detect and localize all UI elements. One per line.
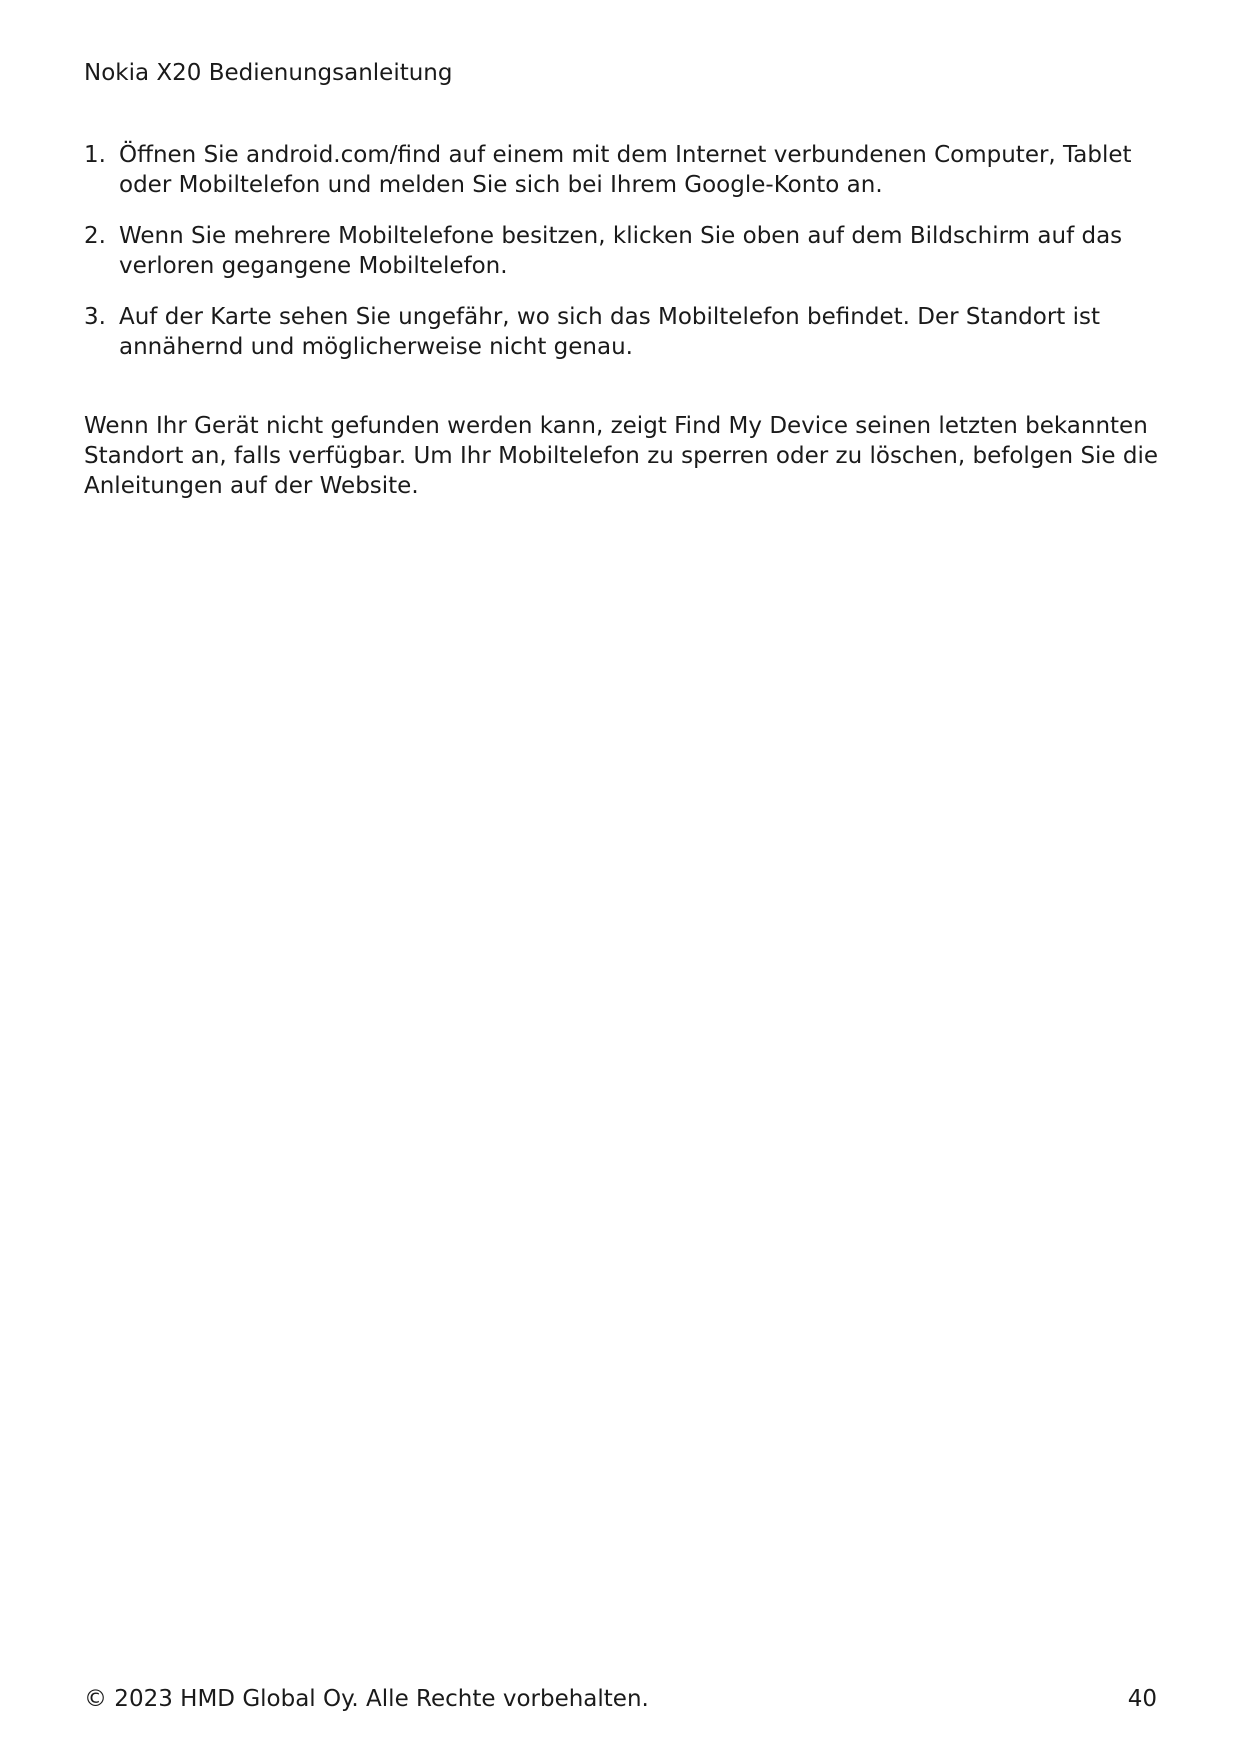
step-number: 2. — [84, 223, 106, 249]
list-item-step-1 — [84, 140, 1164, 200]
step-text: Wenn Sie mehrere Mobiltelefone besitzen, klicken Sie oben auf dem Bildschirm auf das verloren gegangene Mobiltelefon. — [119, 223, 1123, 279]
step-number: 3. — [84, 304, 106, 330]
page-number: 40 — [1127, 1686, 1157, 1712]
step-number: 1. — [84, 142, 106, 168]
document-title: Nokia X20 Bedienungsanleitung — [84, 60, 453, 86]
instruction-list — [84, 140, 1164, 383]
list-item-step-2 — [84, 221, 1164, 281]
list-item-step-3 — [84, 302, 1164, 362]
step-text: Öffnen Sie android.com/find auf einem mit dem Internet verbundenen Computer, Tablet oder Mobiltelefon und melden Sie sich bei Ihrem Google-Konto an. — [119, 142, 1132, 198]
step-text: Auf der Karte sehen Sie ungefähr, wo sich das Mobiltelefon befindet. Der Standort ist annähernd und möglicherweise nicht genau. — [119, 304, 1101, 360]
body-paragraph: Wenn Ihr Gerät nicht gefunden werden kann, zeigt Find My Device seinen letzten bekannten Standort an, falls verfügbar. Um Ihr Mobiltelefon zu sperren oder zu löschen, befolgen Sie die Anleitungen auf der Website. — [84, 413, 1159, 499]
footer-copyright: © 2023 HMD Global Oy. Alle Rechte vorbehalten. — [84, 1686, 649, 1712]
